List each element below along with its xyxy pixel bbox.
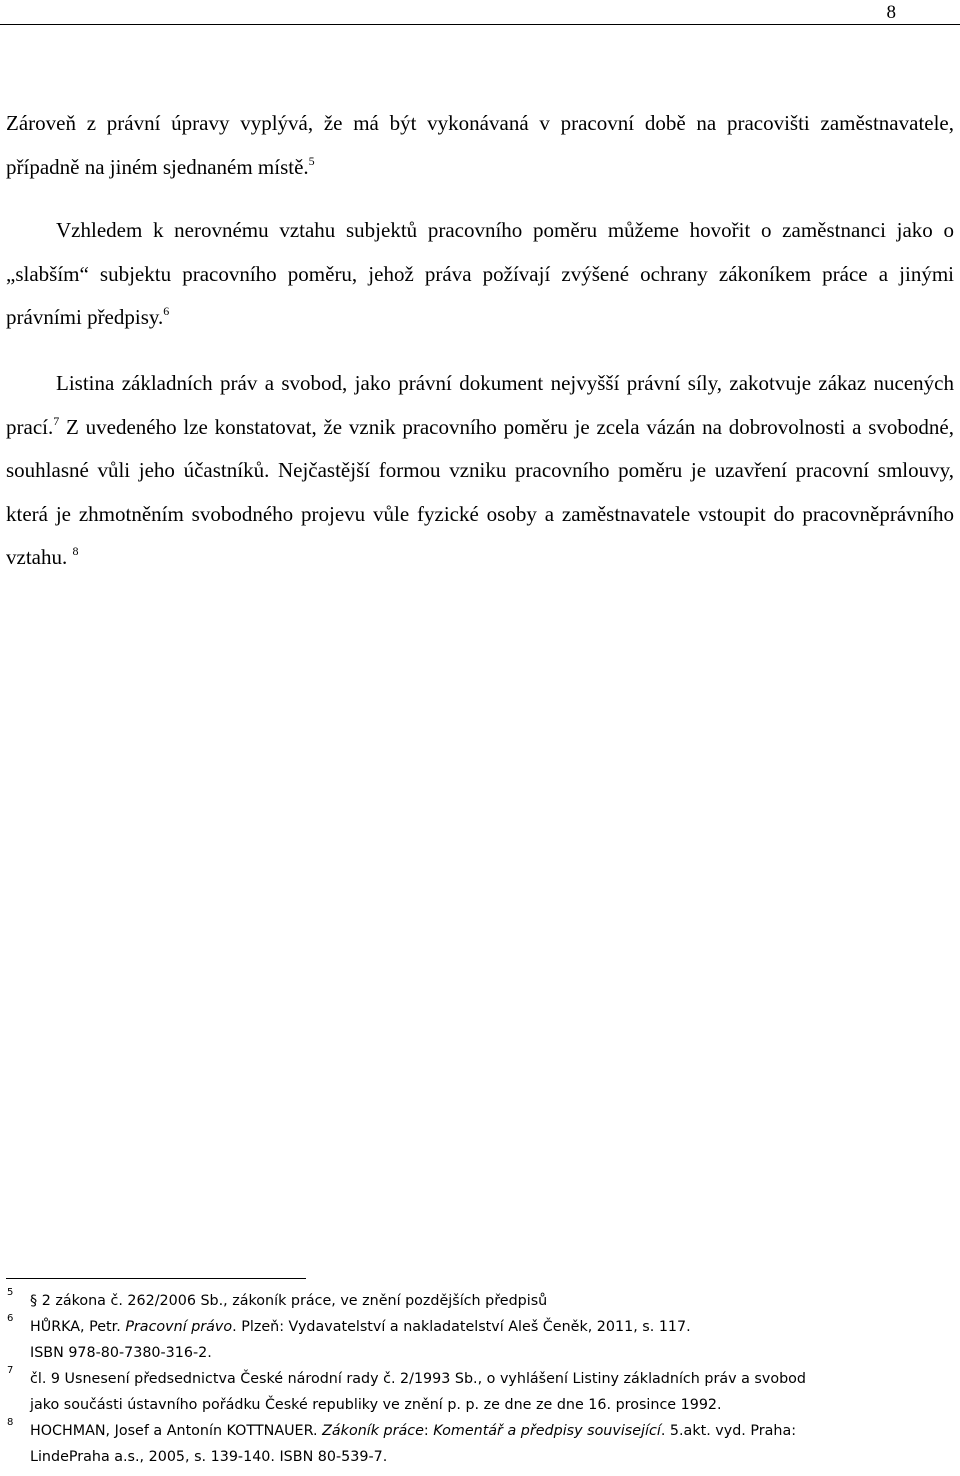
footnote-author: HOCHMAN, Josef a Antonín KOTTNAUER.: [30, 1423, 323, 1439]
paragraph-2: [6, 209, 954, 340]
paragraph-3-text-a: Listina základních práv a svobod, jako právní dokument nejvyšší právní síly, zakotvuje zákaz nucených prací.: [6, 371, 954, 439]
footnote-title: Zákoník práce: [322, 1423, 424, 1439]
footnote-ref-5[interactable]: 5: [308, 153, 315, 168]
footnote-number: 7: [7, 1365, 14, 1376]
footnote-ref-6[interactable]: 6: [163, 304, 170, 318]
footnote-ref-8[interactable]: 8: [72, 544, 79, 558]
footnote-isbn: LindePraha a.s., 2005, s. 139-140. ISBN 80-539-7.: [30, 1449, 388, 1465]
footnote-author: HŮRKA, Petr.: [30, 1319, 126, 1335]
footnote-number: 6: [7, 1313, 14, 1324]
header-rule: [0, 24, 960, 25]
paragraph-3-text-b: Z uvedeného lze konstatovat, že vznik pracovního poměru je zcela vázán na dobrovolnosti a svobodné, souhlasné vůli jeho účastníků. Nejčastější formou vzniku pracovního poměru je uzavření pracovní smlouvy, která je zhmotněním svobodného projevu vůle fyzické osoby a zaměstnavatele vstoupit do pracovněprávního vztahu.: [6, 414, 954, 569]
footnote-publisher: . 5.akt. vyd. Praha:: [660, 1423, 797, 1439]
paragraph-1: [6, 102, 954, 189]
footnote-text-continued: jako součásti ústavního pořádku České republiky ve znění p. p. ze dne ze dne 16. prosince 1992.: [30, 1397, 722, 1413]
footnote-separator: [6, 1278, 306, 1279]
page-number: 8: [886, 2, 896, 23]
paragraph-2-text: Vzhledem k nerovnému vztahu subjektů pracovního poměru můžeme hovořit o zaměstnanci jako o „slabším“ subjektu pracovního poměru, jehož práva požívají zvýšené ochrany zákoníkem práce a jinými právními předpisy.: [6, 218, 954, 329]
footnote-6: [0, 1314, 960, 1366]
footnote-ref-7[interactable]: 7: [53, 413, 60, 428]
footnotes: [0, 1288, 960, 1470]
footnote-publisher: . Plzeň: Vydavatelství a nakladatelství Aleš Čeněk, 2011, s. 117.: [232, 1319, 691, 1335]
footnote-number: 5: [7, 1287, 14, 1298]
footnote-8: [0, 1418, 960, 1470]
footnote-text: čl. 9 Usnesení předsednictva České národní rady č. 2/1993 Sb., o vyhlášení Listiny základních práv a svobod: [30, 1371, 806, 1387]
footnote-subtitle: Komentář a předpisy související: [433, 1423, 661, 1439]
footnote-text: § 2 zákona č. 262/2006 Sb., zákoník práce, ve znění pozdějších předpisů: [30, 1293, 548, 1309]
paragraph-3: [6, 362, 954, 580]
footnote-isbn: ISBN 978-80-7380-316-2.: [30, 1345, 212, 1361]
footnote-7: [0, 1366, 960, 1418]
footnote-number: 8: [7, 1417, 14, 1428]
footnote-title-separator: :: [423, 1423, 434, 1439]
paragraph-1-text: Zároveň z právní úpravy vyplývá, že má být vykonávaná v pracovní době na pracovišti zaměstnavatele, případně na jiném sjednaném místě.: [6, 111, 954, 179]
footnote-title: Pracovní právo: [125, 1319, 233, 1335]
footnote-5: [0, 1288, 960, 1314]
